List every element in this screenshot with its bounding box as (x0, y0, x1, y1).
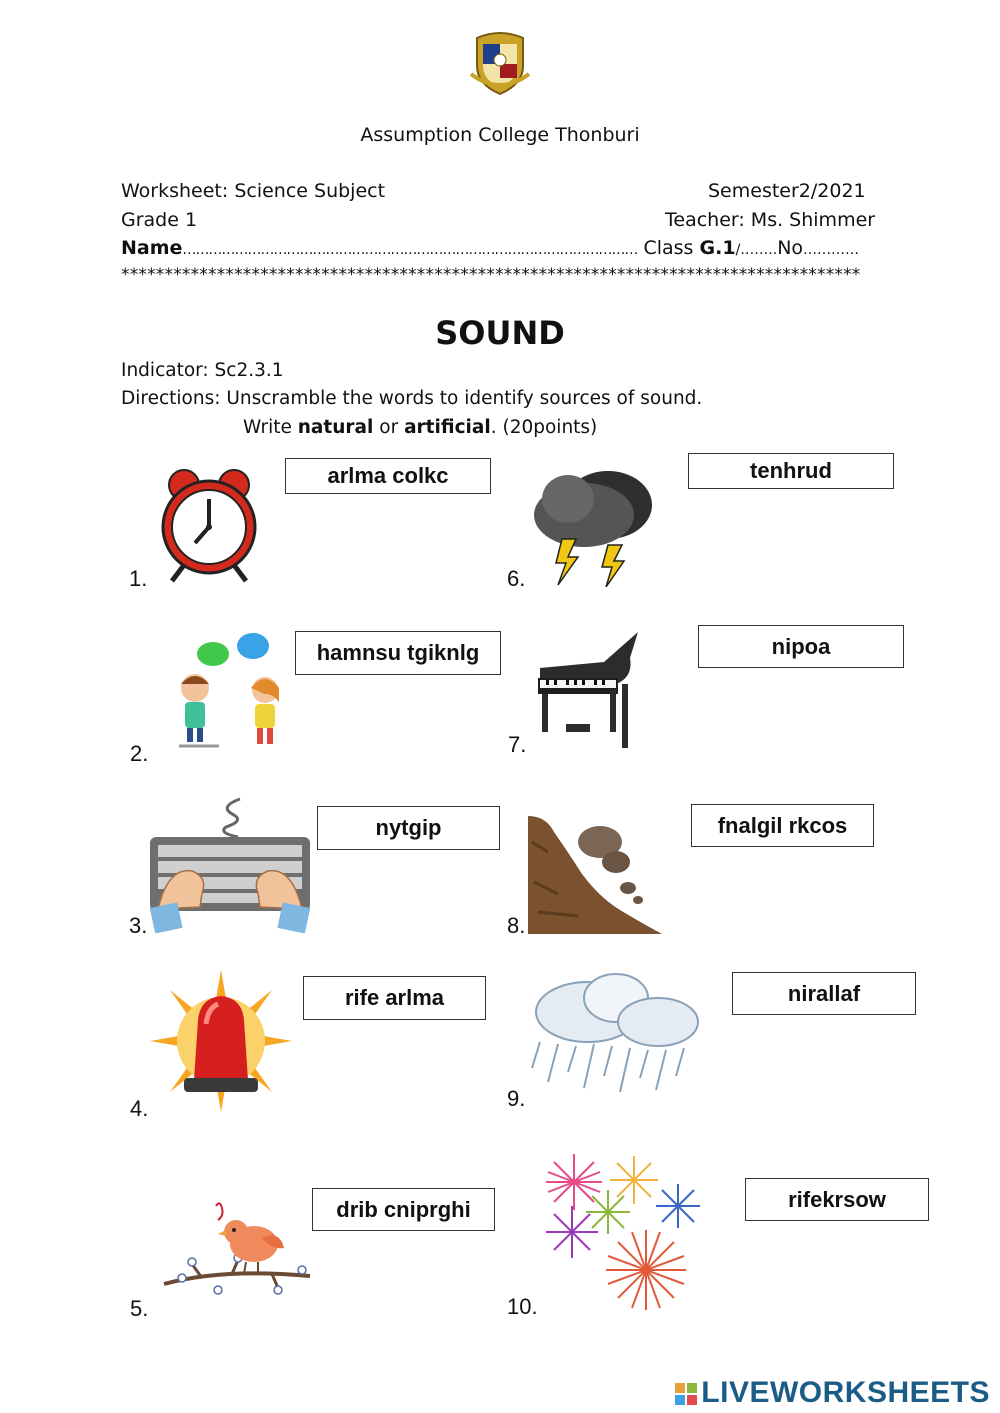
word-box-2: hamnsu tgiknlg (295, 631, 501, 675)
directions: Directions: Unscramble the words to identify sources of sound. (121, 388, 703, 409)
falling-rocks-icon (528, 812, 662, 934)
rain-cloud-icon (528, 972, 700, 1100)
word-box-4: rife arlma (303, 976, 486, 1020)
write-artificial: artificial (404, 417, 491, 438)
word-box-7: nipoa (698, 625, 904, 668)
write-instruction (243, 417, 597, 438)
name-class-line (121, 237, 881, 259)
word-box-8: fnalgil rkcos (691, 804, 874, 847)
no-label: No (777, 237, 804, 259)
word-box-5: drib cniprghi (312, 1188, 495, 1231)
school-crest-icon (467, 30, 533, 96)
word-box-3: nytgip (317, 806, 500, 850)
teacher: Teacher: Ms. Shimmer (665, 209, 876, 231)
page-title: SOUND (435, 314, 565, 352)
write-natural: natural (297, 417, 374, 438)
no-field[interactable]: ………… (803, 242, 860, 258)
class-label: Class (643, 237, 694, 259)
name-label: Name (121, 237, 183, 259)
indicator: Indicator: Sc2.3.1 (121, 360, 284, 381)
school-name: Assumption College Thonburi (360, 124, 640, 146)
item-number-9: 9. (507, 1086, 526, 1111)
separator: ************************************************************************************* (121, 265, 861, 285)
write-or: or (379, 417, 399, 438)
item-number-3: 3. (129, 913, 148, 938)
item-number-10: 10. (507, 1294, 538, 1319)
fireworks-icon (538, 1154, 704, 1316)
item-number-4: 4. (130, 1096, 149, 1121)
write-points: . (20points) (490, 417, 598, 438)
semester: Semester2/2021 (708, 180, 866, 202)
liveworksheets-mark-icon (675, 1383, 697, 1405)
bird-icon (162, 1198, 312, 1302)
item-number-2: 2. (130, 741, 149, 766)
item-number-6: 6. (507, 566, 526, 591)
class-value: G.1 (699, 237, 736, 259)
write-prefix: Write (243, 417, 292, 438)
word-box-1: arlma colkc (285, 458, 491, 494)
liveworksheets-logo (675, 1376, 990, 1410)
siren-icon (150, 970, 292, 1112)
class-field[interactable]: /…….. (735, 242, 778, 258)
children-talking-icon (165, 630, 290, 750)
item-number-7: 7. (508, 732, 527, 757)
item-number-1: 1. (129, 566, 148, 591)
liveworksheets-text: LIVEWORKSHEETS (701, 1376, 990, 1409)
worksheet-label: Worksheet: Science Subject (121, 180, 386, 202)
word-box-10: rifekrsow (745, 1178, 929, 1221)
alarm-clock-icon (150, 465, 268, 585)
item-number-8: 8. (507, 913, 526, 938)
piano-icon (530, 628, 642, 750)
thunder-cloud-icon (528, 465, 656, 587)
grade: Grade 1 (121, 209, 198, 231)
word-box-9: nirallaf (732, 972, 916, 1015)
word-box-6: tenhrud (688, 453, 894, 489)
keyboard-typing-icon (148, 797, 312, 933)
name-field[interactable]: …………………………………………………………………………………………… (182, 242, 638, 258)
item-number-5: 5. (130, 1296, 149, 1321)
